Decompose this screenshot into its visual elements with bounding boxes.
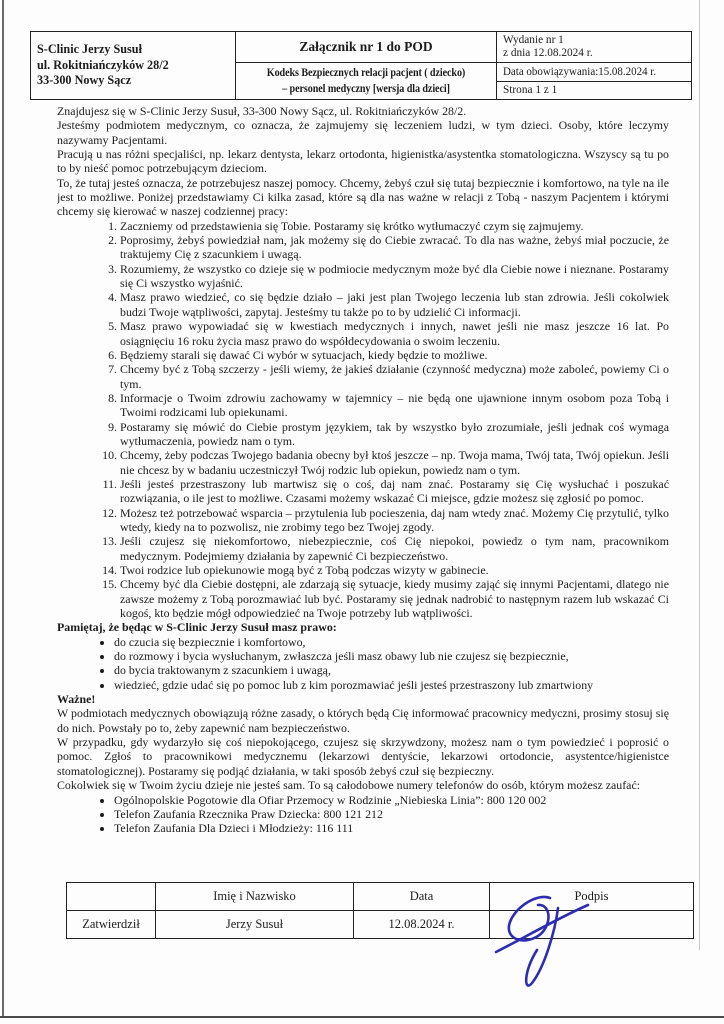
rule-item: 5. Masz prawo wypowiadać się w kwestiach medycznych i innych, nawet jeśli nie masz jeszcze 16 lat. Po osiągnięciu 16 roku życia masz prawo do współdecydowania o swoim leczeniu.	[120, 319, 669, 348]
approval-header-row	[67, 883, 694, 911]
header-table	[30, 31, 692, 100]
rights-list	[57, 635, 669, 692]
approval-row-label: Zatwierdził	[67, 911, 156, 939]
rights-item: • do czucia się bezpiecznie i komfortowo,	[114, 635, 669, 649]
rule-item: 12. Możesz też potrzebować wsparcia – przytulenia lub pocieszenia, daj nam wtedy znać. Możemy Cię przytulić, tylko wtedy, kiedy na to pozwolisz, nie zrobimy tego bez Twojej zgody.	[120, 506, 669, 535]
clinic-name: S-Clinic Jerzy Susuł	[37, 42, 142, 57]
rules-list	[57, 219, 669, 621]
scan-edge-right	[699, 0, 700, 950]
validity-date: Data obowiązywania:15.08.2024 r.	[503, 65, 657, 78]
signature-cell	[490, 911, 694, 939]
hotline-item: • Telefon Zaufania Dla Dzieci i Młodzieży: 116 111	[114, 821, 669, 835]
scan-edge-bottom	[0, 1016, 724, 1018]
approval-col-date: Data	[354, 883, 490, 911]
rule-item: 8. Informacje o Twoim zdrowiu zachowamy w tajemnicy – nie będą one ujawnione innym osobom poza Tobą i Twoimi rodzicami lub opiekunami.	[120, 391, 669, 420]
rights-item: • wiedzieć, gdzie udać się po pomoc lub z kim porozmawiać jeśli jesteś przestraszony lub zmartwiony	[114, 678, 669, 692]
rights-item: • do rozmowy i bycia wysłuchanym, zwłaszcza jeśli masz obawy lub nie czujesz się bezpiecznie,	[114, 649, 669, 663]
approval-date: 12.08.2024 r.	[354, 911, 490, 939]
approval-col-signature: Podpis	[490, 883, 694, 911]
approval-data-row	[67, 911, 694, 939]
rule-item: 3. Rozumiemy, że wszystko co dzieje się w podmiocie medycznym może być dla Ciebie nowe i nieznane. Postaramy się Ci wszystko wyjaśnić.	[120, 262, 669, 291]
edition-number: Wydanie nr 1	[503, 34, 564, 46]
rule-item: 2. Poprosimy, żebyś powiedział nam, jak możemy się do Ciebie zwracać. To dla nas ważne, żebyś miał poczucie, że traktujemy Cię z szacunkiem i uwagą.	[120, 233, 669, 262]
rights-heading: Pamiętaj, że będąc w S-Clinic Jerzy Susuł masz prawo:	[57, 620, 337, 635]
rule-item: 1. Zaczniemy od przedstawienia się Tobie. Postaramy się krótko wytłumaczyć czym się zajmujemy.	[120, 219, 669, 233]
clinic-info-cell	[31, 32, 236, 100]
attachment-title: Załącznik nr 1 do POD	[236, 32, 497, 63]
rights-item: • do bycia traktowanym z szacunkiem i uwagą,	[114, 663, 669, 677]
intro-paragraph: Jesteśmy podmiotem medycznym, co oznacza, że zajmujemy się leczeniem ludzi, w tym dzieci. Osoby, które leczymy nazywamy Pacjentami.	[57, 118, 669, 147]
approval-empty-header	[67, 883, 156, 911]
important-paragraph: W podmiotach medycznych obowiązują różne zasady, o których będą Cię informować pracownicy medyczni, prosimy stosuj się do nich. Powstały po to, żeby zapewnić nam bezpieczeństwo.	[57, 706, 669, 735]
intro-paragraph: Znajdujesz się w S-Clinic Jerzy Susuł, 33-300 Nowy Sącz, ul. Rokitniańczyków 28/2.	[57, 104, 467, 118]
rule-item: 14. Twoi rodzice lub opiekunowie mogą być z Tobą podczas wizyty w gabinecie.	[120, 563, 669, 577]
document-title-line2: – personel medyczny [wersja dla dzieci]	[282, 83, 450, 96]
approver-name: Jerzy Susuł	[156, 911, 354, 939]
important-paragraph: Cokolwiek się w Twoim życiu dzieje nie jesteś sam. To są całodobowe numery telefonów do osób, którym możesz zaufać:	[57, 778, 641, 793]
rule-item: 6. Będziemy starali się dawać Ci wybór w sytuacjach, kiedy będzie to możliwe.	[120, 348, 669, 362]
rule-item: 7. Chcemy być z Tobą szczerzy - jeśli wiemy, że jakieś działanie (czynność medyczna) może zaboleć, powiemy Ci o tym.	[120, 362, 669, 391]
hotline-item: • Ogólnopolskie Pogotowie dla Ofiar Przemocy w Rodzinie „Niebieska Linia”: 800 120 002	[114, 793, 669, 807]
clinic-street: ul. Rokitniańczyków 28/2	[37, 57, 169, 72]
rule-item: 10. Chcemy, żeby podczas Twojego badania obecny był ktoś jeszcze – np. Twoja mama, Twój tata, Twój opiekun. Jeśli nie chcesz by w badaniu uczestniczył Twój rodzic lub opiekun, powiedz nam o tym.	[120, 448, 669, 477]
page-number-cell: Strona 1 z 1	[497, 81, 692, 100]
important-paragraph: W przypadku, gdy wydarzyło się coś niepokojącego, czujesz się skrzywdzony, możesz nam o tym powiedzieć i poprosić o pomoc. Zgłoś to pracownikowi medycznemu (lekarzowi dentyście, lekarzowi ortodoncie, asystentce/higienistce stomatologicznej). Postaramy się podjąć działania, w taki sposób żebyś czuł się bezpieczny.	[57, 735, 669, 778]
intro-paragraph: To, że tutaj jesteś oznacza, że potrzebujesz naszej pomocy. Chcemy, żebyś czuł się tutaj bezpiecznie i komfortowo, na tyle na ile jest to możliwe. Poniżej przedstawiamy Ci kilka zasad, które są dla nas ważne w relacji z Tobą - naszym Pacjentem i którymi chcemy się kierować w naszej codziennej pracy:	[57, 175, 669, 219]
edition-date: z dnia 12.08.2024 r.	[503, 47, 593, 60]
clinic-city: 33-300 Nowy Sącz	[37, 73, 132, 88]
scan-edge-left	[2, 0, 4, 1016]
hotline-item: • Telefon Zaufania Rzecznika Praw Dziecka: 800 121 212	[114, 807, 669, 821]
approval-table	[66, 882, 694, 939]
document-title-cell	[236, 63, 497, 100]
rule-item: 11. Jeśli jesteś przestraszony lub martwisz się o coś, daj nam znać. Postaramy się Cię wysłuchać i poszukać rozwiązania, o ile jest to możliwe. Czasami możemy wskazać Ci miejsce, gdzie możesz się zgłosić po pomoc.	[120, 477, 669, 506]
hotlines-list	[57, 793, 669, 836]
rule-item: 9. Postaramy się mówić do Ciebie prostym językiem, tak by wszystko było zrozumiałe, jeśli jednak coś wymaga wytłumaczenia, powiedz nam o tym.	[120, 420, 669, 449]
document-body	[57, 104, 669, 882]
approval-col-name: Imię i Nazwisko	[156, 883, 354, 911]
rule-item: 13. Jeśli czujesz się niekomfortowo, niebezpiecznie, coś Cię niepokoi, powiedz o tym nam, pracownikom medycznym. Podejmiemy działania by zapewnić Ci bezpieczeństwo.	[120, 534, 669, 563]
rule-item: 15. Chcemy być dla Ciebie dostępni, ale zdarzają się sytuacje, kiedy musimy zająć się innymi Pacjentami, dlatego nie zawsze możemy z Tobą porozmawiać lub być. Postaramy się jednak nadrobić to następnym razem lub wskazać Ci kogoś, kto będzie mógł odpowiedzieć na Twoje potrzeby lub wątpliwości.	[120, 577, 669, 620]
rule-item: 4. Masz prawo wiedzieć, co się będzie działo – jaki jest plan Twojego leczenia lub stan zdrowia. Jeśli cokolwiek budzi Twoje wątpliwości, zapytaj. Jesteśmy tu także po to by udzielić Ci informacji.	[120, 290, 669, 319]
validity-cell	[497, 63, 692, 82]
document-title-line1: Kodeks Bezpiecznych relacji pacjent ( dziecko)	[266, 67, 466, 80]
edition-cell	[497, 32, 692, 63]
important-heading: Ważne!	[57, 692, 96, 707]
intro-paragraph: Pracują u nas różni specjaliści, np. lekarz dentysta, lekarz ortodonta, higienistka/asystentka stomatologiczna. Wszyscy są tu po to by nieść pomoc potrzebującym dzieciom.	[57, 147, 669, 176]
